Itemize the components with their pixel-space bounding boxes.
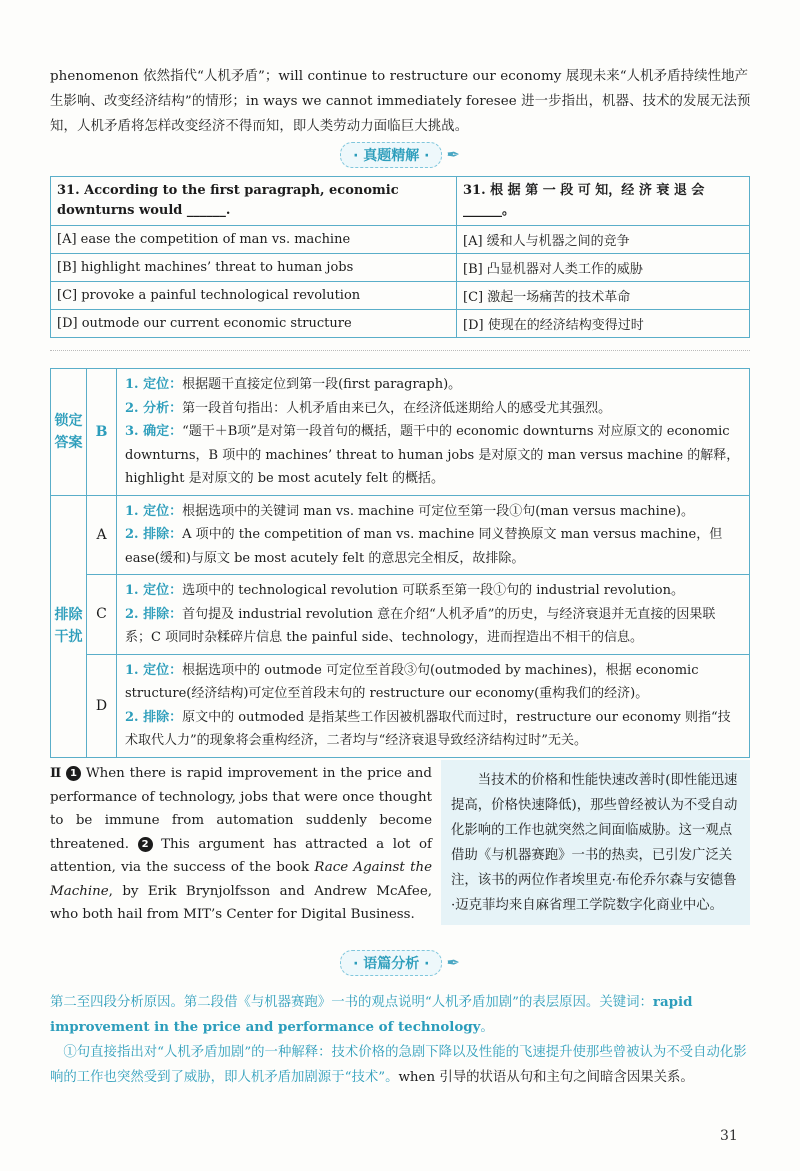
question-stem-en: 31. According to the first paragraph, economic downturns would ______.: [51, 177, 457, 226]
answer-option: B: [87, 369, 117, 496]
page-number: 31: [720, 1128, 738, 1144]
distractor-line: 1. 定位：根据选项中的 outmode 可定位至首段③句(outmoded by machines)，根据 economic structure(经济结构)可定位至首段末句的 restructure our economy(重构我们的经济)。: [125, 662, 699, 701]
distractor-option-d: D: [87, 654, 117, 757]
distractor-line: 2. 排除：首句提及 industrial revolution 意在介绍“人机矛盾”的历史，与经济衰退并无直接的因果联系；C 项同时杂糅碎片信息 the painful side、technology，进而捏造出不相干的信息。: [125, 606, 716, 645]
answer-explanation: [117, 369, 750, 496]
paragraph-number: Ⅱ: [50, 765, 62, 781]
option-d-zh: [D] 使现在的经济结构变得过时: [457, 310, 750, 338]
dotted-divider: [50, 350, 750, 351]
analysis-paragraph-1: 第二至四段分析原因。第二段借《与机器赛跑》一书的观点说明“人机矛盾加剧”的表层原因。关键词：rapid improvement in the price and performance of technology。: [50, 994, 693, 1035]
answer-row: [51, 369, 750, 496]
quill-icon: ✒: [446, 953, 460, 972]
intro-paragraph: phenomenon 依然指代“人机矛盾”；will continue to restructure our economy 展现未来“人机矛盾持续性地产生影响、改变经济结构”的情形；in ways we cannot immediately foresee 进一步指出，机器、技术的发展无法预知，人机矛盾将怎样改变经济不得而知，即人类劳动力面临巨大挑战。: [50, 69, 751, 134]
distractor-option-c: C: [87, 575, 117, 655]
distractor-explanation-a: [117, 495, 750, 575]
analysis-table: [50, 368, 750, 758]
passage-sentence-1: When there is rapid improvement in the price and performance of technology, jobs that were once thought to be immune from automation suddenly become threatened.: [50, 766, 432, 852]
answer-label: 锁定答案: [51, 369, 87, 496]
section-title-discourse: [0, 950, 800, 976]
distractor-option-a: A: [87, 495, 117, 575]
distractor-line: 1. 定位：选项中的 technological revolution 可联系至第一段①句的 industrial revolution。: [125, 583, 684, 598]
answer-line: 2. 分析：第一段首句指出：人机矛盾由来已久，在经济低迷期给人的感受尤其强烈。: [125, 400, 612, 416]
section-title-question: [0, 142, 800, 168]
distractor-line: 2. 排除：A 项中的 the competition of man vs. machine 同义替换原文 man versus machine，但 ease(缓和)与原文 be most acutely felt 的意思完全相反，故排除。: [125, 527, 723, 566]
option-row: [51, 310, 750, 338]
section-title-pill: · 语篇分析 ·: [340, 950, 442, 976]
option-row: [51, 254, 750, 282]
distractor-explanation-d: [117, 654, 750, 757]
question-table: [50, 176, 750, 338]
book-title: Race Against the Machine: [50, 860, 432, 899]
discourse-analysis: [50, 990, 750, 1090]
distractor-explanation-c: [117, 575, 750, 655]
answer-line: 1. 定位：根据题干直接定位到第一段(first paragraph)。: [125, 377, 462, 392]
quill-icon: ✒: [446, 145, 460, 164]
option-row: [51, 282, 750, 310]
analysis-keyword: rapid improvement in the price and performance of technology: [50, 994, 693, 1035]
option-d-en: [D] outmode our current economic structure: [51, 310, 457, 338]
analysis-paragraph-2: ①句直接指出对“人机矛盾加剧”的一种解释：技术价格的急剧下降以及性能的飞速提升使那些曾被认为不受自动化影响的工作也突然受到了威胁，即人机矛盾加剧源于“技术”。when 引导的状语从句和主句之间暗含因果关系。: [50, 1045, 747, 1085]
question-stem-zh: 31. 根 据 第 一 段 可 知，经 济 衰 退 会 ______。: [457, 177, 750, 226]
sentence-number-icon: 2: [138, 837, 153, 852]
option-a-en: [A] ease the competition of man vs. machine: [51, 226, 457, 254]
option-c-zh: [C] 激起一场痛苦的技术革命: [457, 282, 750, 310]
option-a-zh: [A] 缓和人与机器之间的竞争: [457, 226, 750, 254]
distractor-line: 1. 定位：根据选项中的关键词 man vs. machine 可定位至第一段①句(man versus machine)。: [125, 503, 694, 519]
passage-paragraph: [50, 762, 432, 927]
option-b-en: [B] highlight machines’ threat to human jobs: [51, 254, 457, 282]
distractor-row-a: [51, 495, 750, 575]
option-c-en: [C] provoke a painful technological revolution: [51, 282, 457, 310]
distractor-line: 2. 排除：原文中的 outmoded 是指某些工作因被机器取代而过时，restructure our economy 则指“技术取代人力”的现象将会重构经济，二者均与“经济衰退导致经济结构过时”无关。: [125, 709, 731, 748]
sentence-number-icon: 1: [66, 766, 81, 781]
option-row: [51, 226, 750, 254]
passage-sentence-2a: This argument has attracted a lot of attention, via the success of the book: [50, 836, 432, 875]
distractor-row-d: [51, 654, 750, 757]
option-b-zh: [B] 凸显机器对人类工作的威胁: [457, 254, 750, 282]
translation-box: 当技术的价格和性能快速改善时(即性能迅速提高，价格快速降低)，那些曾经被认为不受自动化影响的工作也就突然之间面临威胁。这一观点借助《与机器赛跑》一书的热卖，已引发广泛关注，该书的两位作者埃里克·布伦乔尔森与安德鲁·迈克菲均来自麻省理工学院数字化商业中心。: [441, 760, 750, 925]
passage-sentence-2b: , by Erik Brynjolfsson and Andrew McAfee, who both hail from MIT’s Center for Digital Business.: [50, 883, 432, 922]
question-stem-row: [51, 177, 750, 226]
distractor-row-c: [51, 575, 750, 655]
section-title-pill: · 真题精解 ·: [340, 142, 442, 168]
answer-line: 3. 确定：“题干＋B项”是对第一段首句的概括，题干中的 economic downturns 对应原文的 economic downturns，B 项中的 machines’ threat to human jobs 是对原文的 man versus machine 的解释，highlight 是对原文的 be most acutely felt 的概括。: [125, 424, 740, 486]
distractor-label: 排除干扰: [51, 495, 87, 757]
